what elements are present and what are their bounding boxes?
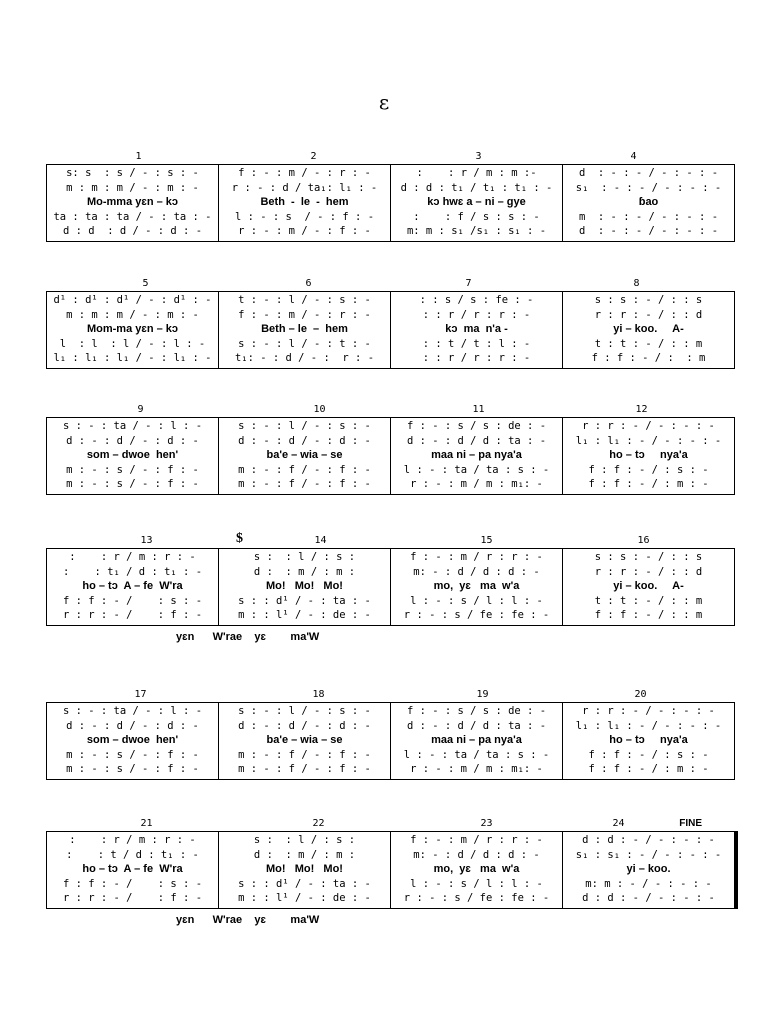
soprano-line: : : s / s : fe : - — [419, 294, 534, 306]
bass-line: r : - : m / m : m₁: - — [410, 763, 543, 775]
measure-numbers — [46, 531, 706, 547]
measure — [219, 549, 391, 626]
measure-numbers — [46, 278, 706, 290]
alternate-lyrics: yɛn W'rae yɛ ma'W — [176, 631, 320, 643]
lyrics-line: yi – koo. — [626, 863, 671, 875]
bass-line: : : r / r : r : - — [422, 352, 531, 364]
bass-line: m : - : f / - : f : - — [238, 763, 371, 775]
tenor-line: l : - : ta / ta : s : - — [403, 748, 550, 761]
measure — [47, 703, 219, 780]
score-table — [46, 291, 735, 369]
lyrics-line: ho – tɔ A – fe W'ra — [82, 863, 183, 875]
lyrics-line: ba'e – wia – se — [266, 449, 343, 461]
alto-line: d : : m / : m : — [253, 565, 356, 578]
lyrics-line: kɔ hwɛ a – ni – gye — [427, 196, 526, 208]
alto-line: l₁ : l₁ : - / - : - : - — [575, 434, 722, 447]
measure — [219, 418, 391, 495]
bass-line: m : - : s / - : f : - — [66, 763, 199, 775]
tenor-line: t : t : - / : : m — [594, 594, 703, 607]
soprano-line: f : - : m / r : r : - — [410, 551, 543, 563]
measure — [563, 703, 735, 780]
bass-line: m : : l¹ / - : de : - — [238, 892, 371, 904]
lyrics-line: kɔ ma n'a - — [445, 323, 508, 335]
lyrics-line: mo, yɛ ma w'a — [433, 580, 520, 592]
measure-number: 18 — [312, 689, 325, 700]
tenor-line: s : : d¹ / - : ta : - — [238, 877, 371, 890]
soprano-line: s : - : l / - : s : - — [238, 705, 371, 717]
soprano-line: d : d : - / - : - : - — [582, 834, 715, 846]
alto-line: d : - : d / d : ta : - — [406, 434, 547, 447]
bass-line: r : r : - / : f : - — [62, 892, 203, 904]
alto-line: d : - : d / - : d : - — [66, 434, 199, 447]
lyrics-line: ba'e – wia – se — [266, 734, 343, 746]
lyrics-line: som – dwoe hen' — [86, 449, 179, 461]
bass-line: f : f : - / : : m — [591, 352, 706, 364]
lyrics-line: Beth – le – hem — [261, 323, 348, 335]
measure-number: 2 — [310, 151, 317, 162]
tenor-line: l : - : ta / ta : s : - — [403, 463, 550, 476]
bass-line: r : - : s / fe : fe : - — [403, 609, 550, 621]
measure — [563, 832, 737, 909]
measure-number: 9 — [137, 404, 144, 415]
soprano-line: s: s : s / - : s : - — [66, 167, 199, 179]
tenor-line: f : f : - / : s : - — [62, 594, 203, 607]
measure-number: 20 — [634, 689, 647, 700]
measure — [563, 549, 735, 626]
soprano-line: : : r / m : r : - — [69, 551, 196, 563]
score-table — [46, 831, 738, 909]
measure — [391, 549, 563, 626]
score-table — [46, 702, 735, 780]
measure-number: 10 — [313, 404, 326, 415]
lyrics-line: yi – koo. A- — [613, 580, 684, 592]
measure-number: 17 — [134, 689, 147, 700]
bass-line: d : d : d / - : d : - — [62, 225, 203, 237]
soprano-line: s : - : ta / - : l : - — [62, 705, 203, 717]
soprano-line: s : - : l / - : s : - — [238, 420, 371, 432]
bass-line: m : : l¹ / - : de : - — [238, 609, 371, 621]
measure-number: 24 — [612, 818, 625, 829]
measure — [563, 418, 735, 495]
measure — [391, 418, 563, 495]
measure-number: 6 — [305, 278, 312, 289]
measure-number: 7 — [465, 278, 472, 289]
score-table — [46, 417, 735, 495]
soprano-line: d : - : - / - : - : - — [578, 167, 719, 179]
alto-line: m: - : d / d : d : - — [413, 848, 540, 861]
lyrics-line: mo, yɛ ma w'a — [433, 863, 520, 875]
measure-number: 14 — [314, 535, 327, 546]
tenor-line: : : t / t : l : - — [422, 337, 531, 350]
lyrics-line: Mo-mma yɛn – kɔ — [86, 196, 179, 208]
measure-number: 3 — [475, 151, 482, 162]
soprano-line: d¹ : d¹ : d¹ / - : d¹ : - — [53, 294, 212, 306]
tenor-line: : : f / s : s : - — [413, 210, 540, 223]
measure — [219, 165, 391, 242]
measure — [219, 292, 391, 369]
soprano-line: f : - : s / s : de : - — [406, 705, 547, 717]
soprano-line: f : - : s / s : de : - — [406, 420, 547, 432]
measure — [563, 165, 735, 242]
bass-line: f : f : - / : : m — [594, 609, 703, 621]
lyrics-line: Mo! Mo! Mo! — [266, 580, 343, 592]
soprano-line: r : r : - / - : - : - — [582, 705, 715, 717]
tenor-line: l : - : s / l : l : - — [410, 877, 543, 890]
measure-number: 21 — [140, 818, 153, 829]
alto-line: d : - : d / d : ta : - — [406, 719, 547, 732]
score-table — [46, 548, 735, 626]
tenor-line: m : - : f / - : f : - — [238, 463, 371, 476]
bass-line: d : d : - / - : - : - — [582, 892, 715, 904]
lyrics-line: yi – koo. A- — [613, 323, 684, 335]
measure — [47, 832, 219, 909]
alto-line: : : r / r : r : - — [422, 308, 531, 321]
measure — [219, 832, 391, 909]
measure-number: 1 — [135, 151, 142, 162]
page-title: ε — [378, 90, 390, 114]
soprano-line: : : r / m : r : - — [69, 834, 196, 846]
measure — [47, 418, 219, 495]
tenor-line: s : - : l / - : t : - — [238, 337, 371, 350]
bass-line: m : - : f / - : f : - — [238, 478, 371, 490]
tenor-line: l : - : s / l : l : - — [410, 594, 543, 607]
tenor-line: f : f : - / : s : - — [588, 463, 709, 476]
measure — [391, 703, 563, 780]
alternate-lyrics: yɛn W'rae yɛ ma'W — [176, 914, 320, 926]
measure-numbers — [46, 689, 706, 701]
measure — [47, 549, 219, 626]
tenor-line: m : - : f / - : f : - — [238, 748, 371, 761]
alto-line: l₁ : l₁ : - / - : - : - — [575, 719, 722, 732]
tenor-line: l : l : l / - : l : - — [59, 337, 206, 350]
soprano-line: r : r : - / - : - : - — [582, 420, 715, 432]
lyrics-line: som – dwoe hen' — [86, 734, 179, 746]
bass-line: r : - : m / - : f : - — [238, 225, 371, 237]
alto-line: r : r : - / : : d — [594, 565, 703, 578]
bass-line: f : f : - / : m : - — [588, 763, 709, 775]
tenor-line: s : : d¹ / - : ta : - — [238, 594, 371, 607]
tenor-line: l : - : s / - : f : - — [234, 210, 375, 223]
alto-line: f : - : m / - : r : - — [238, 308, 371, 321]
lyrics-line: ho – tɔ nya'a — [609, 734, 688, 746]
measure-numbers — [46, 151, 706, 163]
lyrics-line: Beth - le - hem — [260, 196, 349, 208]
tenor-line: f : f : - / : s : - — [62, 877, 203, 890]
score-table — [46, 164, 735, 242]
tenor-line: t : t : - / : : m — [594, 337, 703, 350]
soprano-line: s : : l / : s : — [253, 551, 356, 563]
alto-line: d : - : d / - : d : - — [66, 719, 199, 732]
measure — [391, 165, 563, 242]
alto-line: s₁ : s₁ : - / - : - : - — [575, 848, 722, 861]
measure-number: 4 — [630, 151, 637, 162]
measure-number: 11 — [472, 404, 485, 415]
alto-line: d : - : d / - : d : - — [238, 434, 371, 447]
measure — [563, 292, 735, 369]
alto-line: : : t₁ / d : t₁ : - — [62, 565, 203, 578]
alto-line: : : t / d : t₁ : - — [66, 848, 199, 861]
measure-number: 15 — [480, 535, 493, 546]
soprano-line: f : - : m / r : r : - — [410, 834, 543, 846]
bass-line: f : f : - / : m : - — [588, 478, 709, 490]
measure-number: 16 — [637, 535, 650, 546]
measure-numbers — [46, 818, 706, 830]
bass-line: r : - : s / fe : fe : - — [403, 892, 550, 904]
measure — [219, 703, 391, 780]
lyrics-line: ho – tɔ A – fe W'ra — [82, 580, 183, 592]
alto-line: r : r : - / : : d — [594, 308, 703, 321]
soprano-line: s : : l / : s : — [253, 834, 356, 846]
measure — [47, 292, 219, 369]
bass-line: l₁ : l₁ : l₁ / - : l₁ : - — [53, 352, 212, 364]
soprano-line: s : s : - / : : s — [594, 294, 703, 306]
bass-line: t₁: - : d / - : r : - — [234, 352, 375, 364]
measure-number: 8 — [633, 278, 640, 289]
measure-number: 22 — [312, 818, 325, 829]
bass-line: r : - : m / m : m₁: - — [410, 478, 543, 490]
measure-number: 23 — [480, 818, 493, 829]
soprano-line: f : - : m / - : r : - — [238, 167, 371, 179]
alto-line: r : - : d / ta₁: l₁ : - — [231, 181, 378, 194]
measure — [391, 832, 563, 909]
lyrics-line: maa ni – pa nya'a — [431, 734, 522, 746]
bass-line: m : - : s / - : f : - — [66, 478, 199, 490]
lyrics-line: ɓao — [638, 196, 659, 208]
alto-line: m : m : m / - : m : - — [66, 181, 199, 194]
soprano-line: s : s : - / : : s — [594, 551, 703, 563]
measure — [47, 165, 219, 242]
tenor-line: m : - : s / - : f : - — [66, 748, 199, 761]
bass-line: d : - : - / - : - : - — [578, 225, 719, 237]
measure — [391, 292, 563, 369]
tenor-line: ta : ta : ta / - : ta : - — [53, 210, 212, 223]
tenor-line: m : - : - / - : - : - — [578, 210, 719, 223]
segno-sign: $ — [236, 531, 243, 546]
alto-line: m: - : d / d : d : - — [413, 565, 540, 578]
measure-number: 13 — [140, 535, 153, 546]
soprano-line: s : - : ta / - : l : - — [62, 420, 203, 432]
tenor-line: m : - : s / - : f : - — [66, 463, 199, 476]
alto-line: s₁ : - : - / - : - : - — [575, 181, 722, 194]
measure-numbers — [46, 404, 706, 416]
lyrics-line: Mo! Mo! Mo! — [266, 863, 343, 875]
bass-line: r : r : - / : f : - — [62, 609, 203, 621]
measure-number: 5 — [142, 278, 149, 289]
soprano-line: : : r / m : m :- — [416, 167, 537, 179]
bass-line: m: m : s₁ /s₁ : s₁ : - — [406, 225, 547, 237]
alto-line: d : - : d / - : d : - — [238, 719, 371, 732]
alto-line: d : d : t₁ / t₁ : t₁ : - — [400, 181, 553, 194]
measure-number: 19 — [476, 689, 489, 700]
alto-line: m : m : m / - : m : - — [66, 308, 199, 321]
alto-line: d : : m / : m : — [253, 848, 356, 861]
tenor-line: f : f : - / : s : - — [588, 748, 709, 761]
measure-number: 12 — [635, 404, 648, 415]
soprano-line: t : - : l / - : s : - — [238, 294, 371, 306]
tenor-line: m: m : - / - : - : - — [585, 877, 712, 890]
lyrics-line: ho – tɔ nya'a — [609, 449, 688, 461]
fine-marker: FINE — [679, 818, 702, 829]
lyrics-line: Mom-ma yɛn – kɔ — [86, 323, 179, 335]
lyrics-line: maa ni – pa nya'a — [431, 449, 522, 461]
